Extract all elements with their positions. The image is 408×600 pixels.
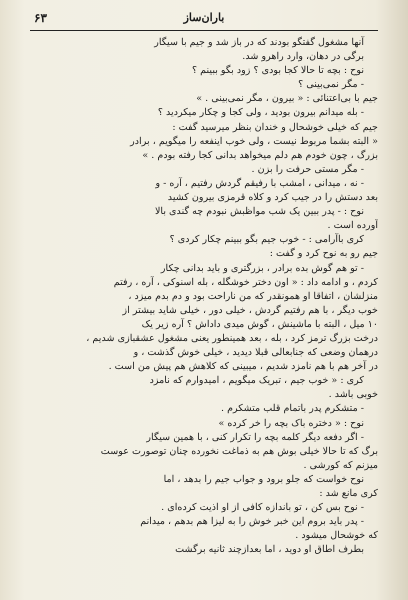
text-line: - نوح بس کن ، تو باندازه کافی از او اذیت کرده‌ای . [161,502,364,514]
text-line: که خوشحال میشود . [295,530,378,542]
text-line: - بله میدانم بیرون بودید ، ولی کجا و چکار میکردید ؟ [157,107,364,119]
text-line: - تو هم گوش بده برادر ، بزرگتری و باید بدانی چکار [160,262,364,274]
text-line: منزلشان ، اتفاقا او همونقدر که من ناراحت بود و دم بدم میزد ، [128,290,378,302]
text-line: کری باآرامی : - خوب جیم بگو ببینم چکار کردی ؟ [169,234,364,246]
text-line: برگی در دهان، وارد راهرو شد. [242,51,364,63]
text-line: بزرگ ، چون خودم هم دلم میخواهد بدانی کجا رفته بودم . » [142,149,378,161]
text-line: - متشکرم پدر باتمام قلب متشکرم . [220,403,364,415]
text-line: آنها مشغول گفتگو بودند که در باز شد و جیم با سیگار [154,37,364,48]
running-header [30,8,378,31]
text-line: آورده است . [327,220,378,232]
text-line: خوبی باشد . [328,389,378,401]
text-line: - مگر نمی‌بینی ؟ [298,79,364,91]
text-line: - نه ، میدانی ، امشب با رفیقم گردش رفتیم ، آره - و [155,177,364,189]
text-line: کردم ، و ادامه داد : « اون دختر خوشگله ، بله اسنوکی ، آره ، رفتم [113,276,378,288]
text-line: بعد دستش را در جیب کرد و کلاه قرمزی بیرون کشید [167,192,378,204]
text-line: ۱۰ میل ، البته با ماشینش ، گوش میدی داداش ؟ آره زیر یک [141,318,378,330]
text-line: در آخر هم با هم نامزد شدیم ، میبینی که کلاهش هم پیش من است . [108,361,378,373]
text-line: بطرف اطاق او دوید ، اما بعدازچند ثانیه برگشت [175,544,364,556]
text-line: خوب دیگر ، با هم رفتیم گردش ، خیلی دور ، خیلی شاید بیشتر از [122,304,378,316]
text-line: کری مانع شد : [319,488,378,499]
text-line: - اگر دفعه دیگر کلمه بچه را تکرار کنی ، با همین سیگار [146,431,364,443]
text-line: جیم که خیلی خوشحال و خندان بنظر میرسید گفت : [172,121,378,133]
text-line: درهمان وضعی که جنابعالی قبلا دیدید ، خیلی خوش گذشت ، و [133,347,378,359]
text-line: « البته بشما مربوط نیست ، ولی خوب اینفعه را میگویم ، برادر [130,135,378,147]
text-line: جیم رو به نوح کرد و گفت : [269,248,378,260]
text-line: برگ که تا حالا خیلی بوش هم به ذماغت نخورده چنان توصورت عوست [100,445,378,457]
text-line: درخت بزرگ ترمز کرد ، بله ، بعد همینطور یعنی مشغول عشقبازی شدیم ، [86,332,378,344]
page-body-text [24,36,378,594]
text-line: کری : « خوب جیم ، تبریک میگویم ، امیدوارم که نامزد [149,375,364,387]
page-number: ۶۳ [34,11,47,25]
text-line: - مگر مستی حرفت را بزن . [251,163,364,175]
text-line: میزنم که کورشی . [303,459,378,471]
text-line: جیم با بی‌اعتنائی : « بیرون ، مگر نمی‌بینی . » [196,93,378,105]
text-line: نوح : « دختره باک بچه را خر کرده » [218,417,364,429]
text-line: نوح خواست که جلو برود و جواب جیم را بدهد ، اما [163,473,364,485]
text-line: نوح : - پدر ببین یک شب مواظبش نبودم چه گندی بالا [154,206,364,218]
text-line: - پدر باید بروم این خبر خوش را به لیزا هم بدهم ، میدانم [140,516,364,528]
text-line: نوح : بچه تا حالا کجا بودی ؟ زود بگو ببینم ؟ [192,65,364,77]
page-title: باران‌ساز [183,11,225,24]
